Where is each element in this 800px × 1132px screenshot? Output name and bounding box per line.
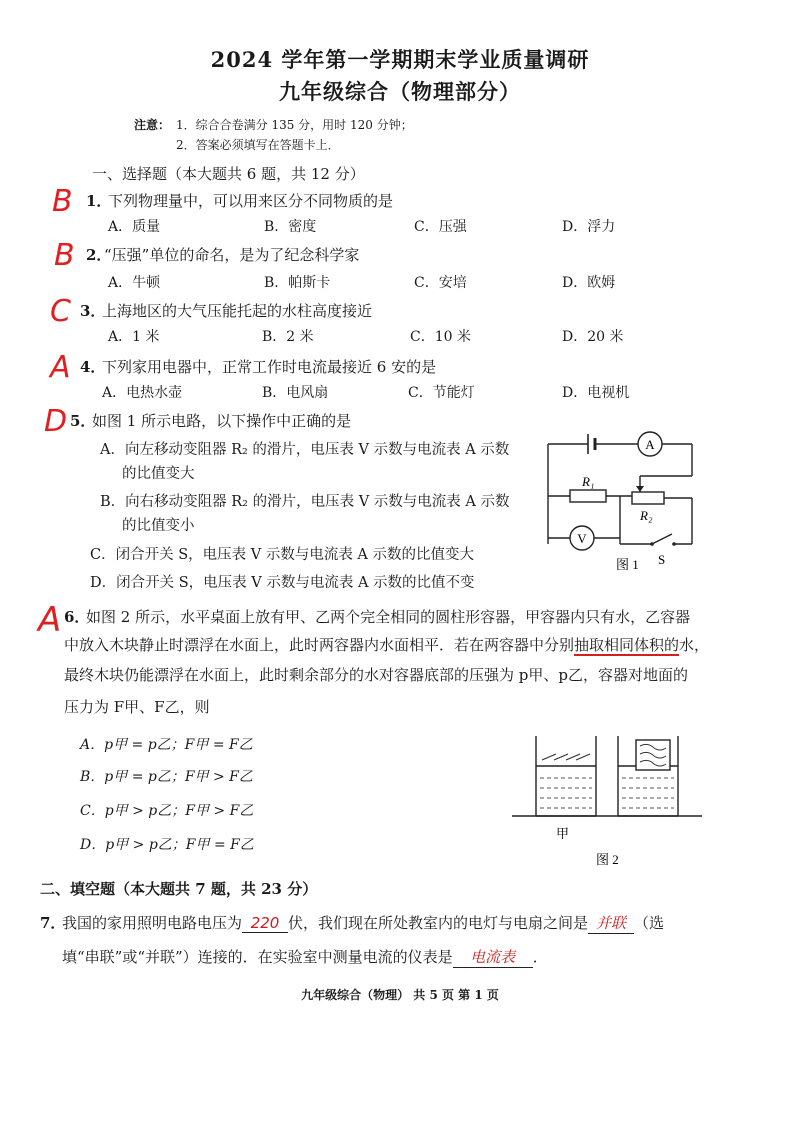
q6-line-2-end: 水， [679, 636, 710, 654]
q4-option-b: B．电风扇 [262, 385, 329, 401]
q2-option-a: A．牛顿 [108, 275, 161, 291]
q4-option-d: D．电视机 [562, 385, 630, 401]
r2-label: R₂ [640, 508, 653, 523]
q3-option-d: D．20 米 [562, 329, 624, 345]
q6-line-3: 最终木块仍能漂浮在水面上，此时剩余部分的水对容器底部的压强为 p甲、p乙，容器对地面的 [64, 666, 688, 684]
note-label: 注意： [134, 118, 171, 132]
q2-number: 2． [86, 246, 112, 264]
q7-blank-connection: 并联 [588, 912, 634, 934]
q6-line-1: 如图 2 所示，水平桌面上放有甲、乙两个完全相同的圆柱形容器，甲容器内只有水，乙容器 [86, 608, 691, 626]
section-heading-choice: 一、选择题（本大题共 6 题，共 12 分） [92, 165, 365, 183]
q2-option-d: D．欧姆 [562, 275, 616, 291]
q5-option-d: D．闭合开关 S，电压表 V 示数与电流表 A 示数的比值不变 [90, 575, 475, 591]
q6-option-d: D．p甲 > p乙；F甲 = F乙 [80, 837, 254, 853]
q6-number: 6． [64, 608, 90, 626]
q2-option-b: B．帕斯卡 [264, 275, 331, 291]
ammeter-label: A [645, 437, 655, 452]
q6-line-4: 压力为 F甲、F乙，则 [64, 698, 210, 716]
note-line-2: 2．答案必须填写在答题卡上． [176, 138, 340, 152]
q6-option-c: C．p甲 > p乙；F甲 > F乙 [80, 803, 254, 819]
r1-label: R₁ [582, 474, 595, 489]
figure-1-caption: 图 1 [616, 557, 639, 572]
circuit-diagram-figure-1 [540, 424, 710, 584]
q5-option-b-line1: B．向右移动变阻器 R₂ 的滑片，电压表 V 示数与电流表 A 示数 [100, 494, 510, 510]
q7-blank-voltage: 220 [242, 914, 288, 933]
q5-number: 5． [70, 412, 96, 430]
container-jia-label: 甲 [556, 826, 570, 841]
q6-option-b: B．p甲 = p乙；F甲 > F乙 [80, 769, 253, 785]
q2-option-c: C．安培 [414, 275, 467, 291]
q3-option-a: A．1 米 [108, 329, 160, 345]
q4-option-c: C．节能灯 [408, 385, 475, 401]
q4-stem: 下列家用电器中，正常工作时电流最接近 6 安的是 [102, 358, 437, 376]
q7-text-2: 伏，我们现在所处教室内的电灯与电扇之间是 [288, 914, 589, 932]
figure-2-caption: 图 2 [596, 852, 619, 867]
voltmeter-label: V [577, 531, 587, 546]
section-heading-fill-in: 二、填空题（本大题共 7 题，共 23 分） [40, 880, 318, 898]
note-line-1: 1．综合合卷满分 135 分，用时 120 分钟； [176, 118, 413, 132]
q1-option-a: A．质量 [108, 219, 161, 235]
page-subtitle: 九年级综合（物理部分） [279, 79, 521, 104]
handwritten-answer-q4: A [50, 350, 71, 385]
q3-stem: 上海地区的大气压能托起的水柱高度接近 [102, 302, 373, 320]
q7-text-1: 我国的家用照明电路电压为 [62, 914, 243, 932]
q7-line-1 [62, 912, 664, 934]
q1-option-c: C．压强 [414, 219, 467, 235]
q7-text-5: ． [532, 948, 548, 966]
handwritten-answer-q2: B [54, 238, 75, 273]
q7-line-2 [62, 946, 548, 968]
q1-option-d: D．浮力 [562, 219, 616, 235]
q4-number: 4． [80, 358, 106, 376]
q6-line-2-start: 中放入木块静止时漂浮在水面上，此时两容器内水面相平．若在两容器中分别 [64, 636, 575, 654]
q5-option-c: C．闭合开关 S，电压表 V 示数与电流表 A 示数的比值变大 [90, 547, 475, 563]
q7-text-4: 填“串联”或“并联”）连接的．在实验室中测量电流的仪表是 [62, 948, 453, 966]
q6-underlined-phrase: 抽取相同体积的 [574, 636, 680, 654]
handwritten-answer-q5: D [44, 404, 68, 439]
handwritten-answer-q3: C [50, 294, 71, 329]
q1-option-b: B．密度 [264, 219, 317, 235]
q5-option-b-line2: 的比值变小 [122, 518, 195, 534]
q3-option-c: C．10 米 [410, 329, 471, 345]
q6-option-a: A．p甲 = p乙；F甲 = F乙 [80, 737, 253, 753]
page-title: 2024 学年第一学期期末学业质量调研 [210, 47, 590, 72]
q4-option-a: A．电热水壶 [102, 385, 183, 401]
q1-number: 1． [86, 192, 112, 210]
q5-option-a-line1: A．向左移动变阻器 R₂ 的滑片，电压表 V 示数与电流表 A 示数 [100, 442, 510, 458]
page-footer: 九年级综合（物理） 共 5 页 第 1 页 [301, 988, 499, 1002]
q6-line-2 [64, 634, 709, 655]
q7-blank-instrument: 电流表 [453, 946, 533, 968]
q7-number: 7． [40, 914, 66, 932]
handwritten-answer-q1: B [52, 184, 73, 219]
containers-figure-2 [512, 730, 702, 870]
q3-number: 3． [80, 302, 106, 320]
q3-option-b: B．2 米 [262, 329, 314, 345]
q7-text-3: （选 [634, 914, 665, 932]
switch-label: S [658, 552, 666, 567]
handwritten-answer-q6: A [38, 600, 62, 640]
q5-option-a-line2: 的比值变大 [122, 466, 195, 482]
q1-stem: 下列物理量中，可以用来区分不同物质的是 [108, 192, 394, 210]
q2-stem: “压强”单位的命名，是为了纪念科学家 [104, 246, 360, 264]
q5-stem: 如图 1 所示电路，以下操作中正确的是 [92, 412, 352, 430]
